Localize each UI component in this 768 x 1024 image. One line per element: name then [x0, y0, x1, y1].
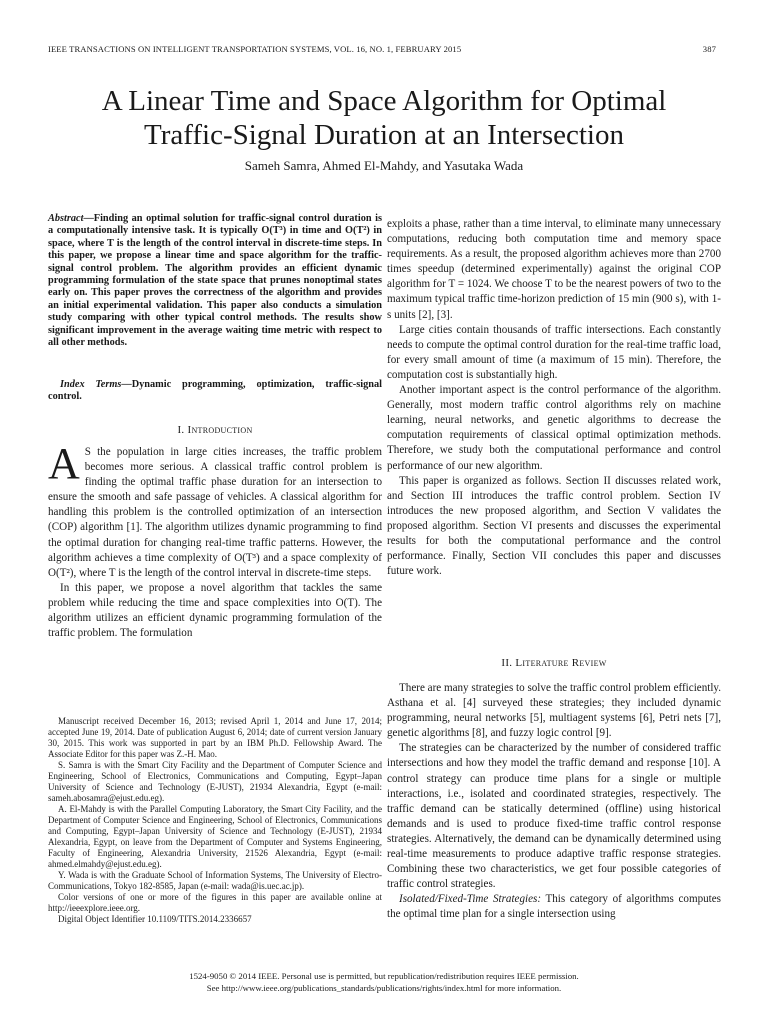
right-paragraph-4: This paper is organized as follows. Section II discusses related work, and Section III introduces the traffic control problem. Section IV introduces the new proposed algorithm, and Section V validates the proposed algorithm. Section VI presents and discusses the experimental results for both the computational performance and the control performance. Finally, Section VII concludes this paper and discusses future work. — [387, 474, 721, 578]
index-terms — [48, 379, 382, 404]
title-line-2: Traffic-Signal Duration at an Intersection — [144, 119, 624, 151]
intro-paragraph-1: S the population in large cities increases, the traffic problem becomes more serious. A classical traffic control problem is finding the optimal traffic phase duration for an intersection to ensure the smooth and safe passage of vehicles. A classical algorithm for handling this problem is the controlled optimization of an intersection (COP) algorithm [1]. The algorithm utilizes dynamic programming to find the optimal duration for changing real-time traffic patterns. However, the algorithm achieves a time complexity of O(T³) and a space complexity of O(T²), where T is the length of the control interval in discrete-time steps. — [48, 446, 382, 579]
running-header — [48, 44, 716, 54]
index-terms-text: —Dynamic programming, optimization, traffic-signal control. — [48, 379, 382, 403]
copyright-line-1: 1524-9050 © 2014 IEEE. Personal use is permitted, but republication/redistribution requires IEEE permission. — [189, 971, 579, 981]
footnote-author-samra: S. Samra is with the Smart City Facility and the Department of Computer Science and Engineering, School of Electronics, Communications and Computing, Egypt–Japan University of Science and Technology (E-JUST), 21934 Alexandria, Egypt (e-mail: sameh.abosamra@ejust.edu.eg). — [48, 760, 382, 803]
lit-paragraph-3-label: Isolated/Fixed-Time Strategies: — [399, 893, 542, 906]
footnote-doi: Digital Object Identifier 10.1109/TITS.2014.2336657 — [58, 914, 252, 924]
right-paragraph-1: exploits a phase, rather than a time interval, to eliminate many unnecessary computations, reducing both computation time and memory space requirements. As a result, the proposed algorithm achieves more than 2700 times speedup (determined experimentally) against the original COP algorithm for T = 1024. We choose T to be the nearest powers of two to the maximum typical traffic time-horizon prediction of 15 min (900 s), with 1-s units [2], [3]. — [387, 218, 721, 321]
right-paragraph-3: Another important aspect is the control performance of the algorithm. Generally, most modern traffic control algorithms rely on machine learning, neural networks, and genetic algorithms to decrease the computation requirements of classical optimal optimization methods. Therefore, we study both the computational performance and control performance of our new algorithm. — [387, 384, 721, 472]
drop-cap: A — [48, 439, 80, 488]
abstract-text: —Finding an optimal solution for traffic-signal control duration is a computationally intensive task. It is typically O(T³) in time and O(T²) in space, where T is the length of the control interval in discrete-time steps. In this paper, we propose a linear time and space algorithm for the traffic-signal control problem. The algorithm provides an efficient dynamic programming formulation of the state space that prunes nonoptimal states early on. This paper proves the correctness of the algorithm and provides an initial experimental validation. This paper also conducts a simulation study comparing with other typical control methods. The results show significant improvement in the average waiting time metric with respect to all other methods. — [48, 213, 382, 349]
journal-name: IEEE TRANSACTIONS ON INTELLIGENT TRANSPORTATION SYSTEMS, VOL. 16, NO. 1, FEBRUARY 2015 — [48, 44, 462, 54]
intro-paragraph-2: In this paper, we propose a novel algorithm that tackles the same problem while reducing the time and space complexities into O(T). The algorithm utilizes an efficient dynamic programming formulation of the traffic problem. The formulation — [48, 581, 382, 640]
abstract — [48, 213, 382, 349]
footnote-manuscript: Manuscript received December 16, 2013; revised April 1, 2014 and June 17, 2014; accepted June 19, 2014. Date of publication August 6, 2014; date of current version January 30, 2015. This work was supported in part by an IBM Ph.D. Fellowship Award. The Associate Editor for this paper was Z.-H. Mao. — [48, 716, 382, 759]
lit-paragraph-2: The strategies can be characterized by the number of considered traffic intersections and how they model the traffic demand and response [10]. A control strategy can produce time plans for a single or multiple interactions, i.e., isolated and coordinated strategies, respectively. The traffic demand can be statically determined (offline) using historical demands and is used to produce fixed-time traffic control response strategies. Alternatively, the demand can be dynamically determined using real-time measurements to produce adaptive traffic response strategies. Combining these two characteristics, we get four possible categories of traffic control strategies. — [387, 742, 721, 891]
introduction-body — [48, 439, 382, 641]
title-line-1: A Linear Time and Space Algorithm for Optimal — [101, 85, 667, 117]
copyright-line-2: See http://www.ieee.org/publications_standards/publications/rights/index.html for more information. — [206, 983, 562, 993]
section-heading-literature-review: II. Literature Review — [501, 657, 607, 669]
abstract-label: Abstract — [48, 213, 84, 224]
footnote-author-elmahdy: A. El-Mahdy is with the Parallel Computing Laboratory, the Smart City Facility, and the Department of Computer Science and Engineering, School of Electronics, Communications and Computing, Egypt–Japan University of Science and Technology (E-JUST), 21934 Alexandria, Egypt, on leave from the Department of Computer and Systems Engineering, Faculty of Engineering, Alexandria University, 21526 Alexandria, Egypt (e-mail: ahmed.elmahdy@ejust.edu.eg). — [48, 804, 382, 869]
paper-title — [0, 84, 768, 152]
right-paragraph-2: Large cities contain thousands of traffic intersections. Each constantly needs to compute the optimal control duration for the real-time traffic load, for every small amount of time (a maximum of 15 min). Therefore, the computation cost is substantially high. — [387, 323, 721, 381]
section-heading-introduction: I. Introduction — [177, 424, 253, 436]
footnote — [48, 716, 382, 925]
literature-review-body — [387, 681, 721, 923]
lit-paragraph-3-text: This category of algorithms computes the optimal time plan for a single intersection using — [387, 893, 721, 921]
page-number: 387 — [702, 44, 716, 54]
index-terms-label: Index Terms — [60, 379, 122, 390]
author-list: Sameh Samra, Ahmed El-Mahdy, and Yasutaka Wada — [244, 158, 524, 173]
footnote-color-versions: Color versions of one or more of the figures in this paper are available online at http://ieeexplore.ieee.org. — [48, 892, 382, 913]
lit-paragraph-3 — [387, 892, 721, 922]
footnote-author-wada: Y. Wada is with the Graduate School of Information Systems, The University of Electro-Communications, Tokyo 182-8585, Japan (e-mail: wada@is.uec.ac.jp). — [48, 870, 382, 891]
lit-paragraph-1: There are many strategies to solve the traffic control problem efficiently. Asthana et al. [4] surveyed these strategies; they included dynamic programming, neural networks [5], multiagent systems [6], Petri nets [7], genetic algorithms [8], and fuzzy logic control [9]. — [387, 682, 722, 740]
copyright-notice — [0, 970, 768, 994]
right-column-intro-continued — [387, 217, 721, 579]
